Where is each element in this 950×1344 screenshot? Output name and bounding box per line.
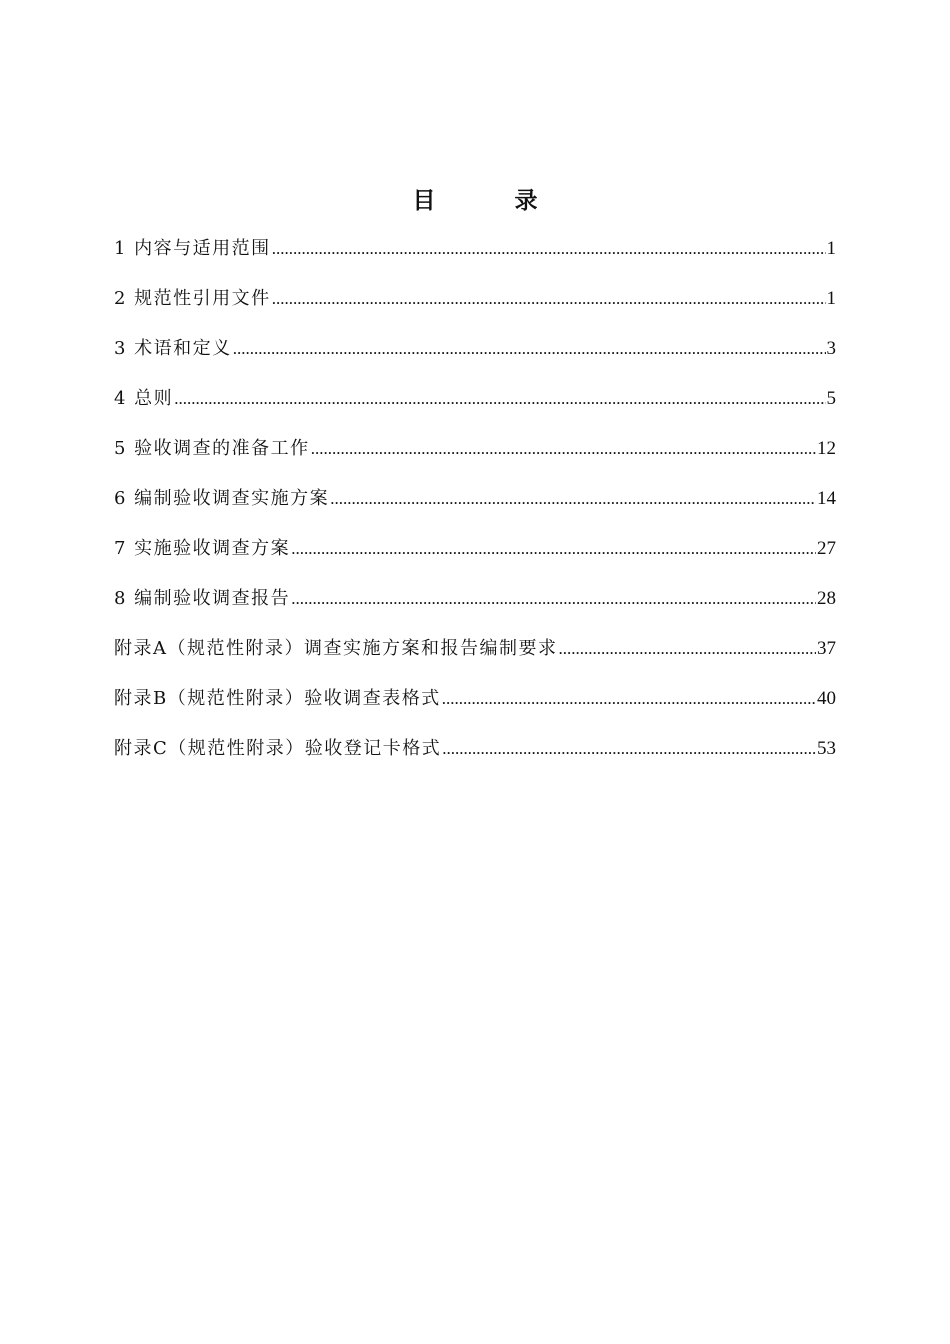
toc-entry-label: 附录B（规范性附录）验收调查表格式	[114, 688, 441, 709]
toc-entry[interactable]	[114, 232, 836, 282]
toc-entry-label: 附录C（规范性附录）验收登记卡格式	[114, 738, 442, 759]
toc-entry[interactable]	[114, 482, 836, 532]
toc-dot-leader	[291, 532, 816, 566]
toc-entry-page: 14	[817, 488, 836, 509]
toc-entry-page: 37	[817, 638, 836, 659]
toc-list	[114, 232, 836, 782]
toc-entry-label: 5 验收调查的准备工作	[114, 438, 310, 459]
toc-entry[interactable]	[114, 682, 836, 732]
toc-entry[interactable]	[114, 282, 836, 332]
toc-entry[interactable]	[114, 432, 836, 482]
toc-title: 目 录	[412, 188, 566, 214]
toc-dot-leader	[174, 382, 825, 416]
toc-dot-leader	[272, 282, 826, 316]
toc-entry-page: 28	[817, 588, 836, 609]
toc-entry-page: 1	[826, 238, 836, 259]
toc-dot-leader	[559, 632, 817, 666]
toc-entry-page: 5	[826, 388, 836, 409]
toc-dot-leader	[233, 332, 826, 366]
toc-entry-page: 53	[817, 738, 836, 759]
toc-entry-label: 4 总则	[114, 388, 174, 409]
toc-entry-page: 40	[817, 688, 836, 709]
toc-dot-leader	[272, 232, 826, 266]
toc-dot-leader	[311, 432, 816, 466]
toc-dot-leader	[330, 482, 816, 516]
toc-entry-page: 3	[826, 338, 836, 359]
toc-dot-leader	[442, 732, 816, 766]
toc-entry-label: 2 规范性引用文件	[114, 288, 271, 309]
toc-entry-label: 附录A（规范性附录）调查实施方案和报告编制要求	[114, 638, 558, 659]
toc-entry-label: 6 编制验收调查实施方案	[114, 488, 330, 509]
toc-entry[interactable]	[114, 632, 836, 682]
toc-entry[interactable]	[114, 732, 836, 782]
toc-entry-page: 12	[817, 438, 836, 459]
toc-entry[interactable]	[114, 532, 836, 582]
toc-entry-label: 1 内容与适用范围	[114, 238, 271, 259]
toc-entry-label: 3 术语和定义	[114, 338, 232, 359]
toc-entry[interactable]	[114, 582, 836, 632]
toc-entry[interactable]	[114, 332, 836, 382]
toc-dot-leader	[291, 582, 816, 616]
toc-entry-label: 8 编制验收调查报告	[114, 588, 291, 609]
toc-entry-label: 7 实施验收调查方案	[114, 538, 291, 559]
toc-entry[interactable]	[114, 382, 836, 432]
toc-entry-page: 27	[817, 538, 836, 559]
toc-entry-page: 1	[826, 288, 836, 309]
toc-dot-leader	[442, 682, 816, 716]
